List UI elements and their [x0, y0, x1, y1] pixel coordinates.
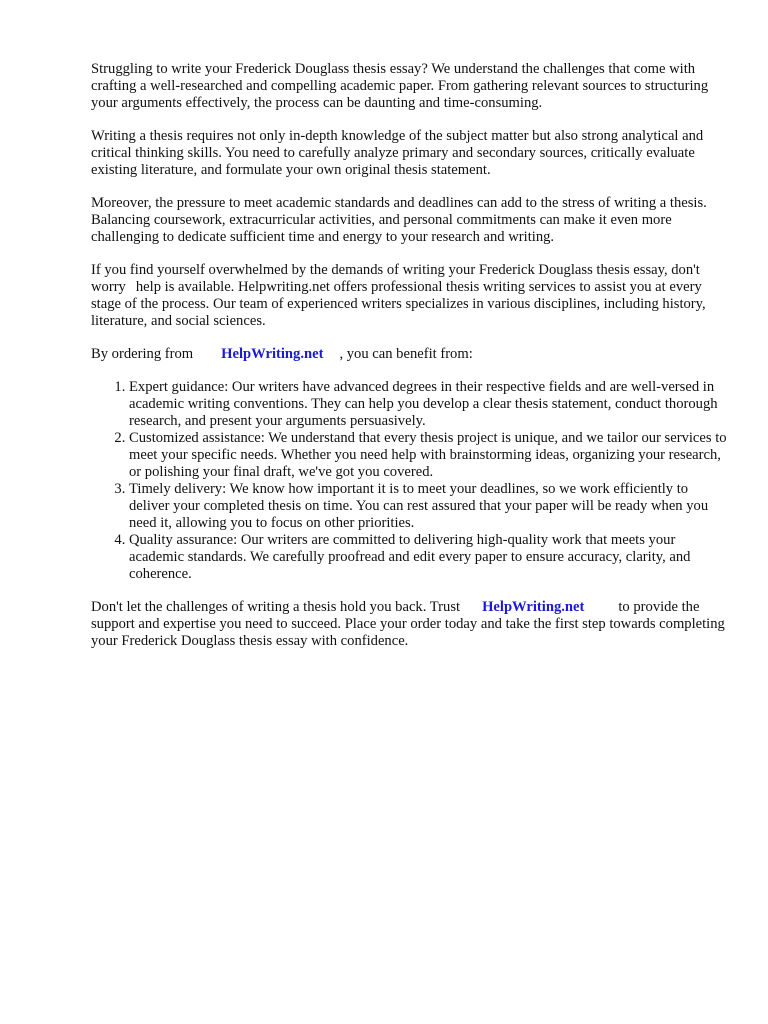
thesis-requirements-paragraph: Writing a thesis requires not only in-depth knowledge of the subject matter but also strong analytical and critical thinking skills. You need to carefully analyze primary and secondary sources, critically evaluate existing literature, and formulate your own original thesis statement.: [91, 128, 704, 178]
helpwriting-link[interactable]: HelpWriting.net: [482, 599, 585, 615]
list-item: 3. Timely delivery: We know how important it is to meet your deadlines, so we work efficiently to deliver your completed thesis on time. You can rest assured that your paper will be ready when you need it, allowing you to focus on other priorities.: [129, 481, 728, 532]
closing-paragraph: [91, 599, 728, 650]
overwhelmed-text-after: help is available. Helpwriting.net offers professional thesis writing services to assist you at every stage of the process. Our team of experienced writers specializes in various disciplines, including history, literature, and social sciences.: [91, 279, 706, 329]
list-item: 2. Customized assistance: We understand that every thesis project is unique, and we tailor our services to meet your specific needs. Whether you need help with brainstorming ideas, organizing your research, or polishing your final draft, we've got you covered.: [129, 430, 728, 481]
ordering-text-after: , you can benefit from:: [339, 346, 473, 362]
helpwriting-link[interactable]: HelpWriting.net: [221, 346, 324, 362]
ordering-text-before: By ordering from: [91, 346, 194, 362]
overwhelmed-text-before: If you find yourself overwhelmed by the demands of writing your Frederick Douglass thesis essay, don't worry: [91, 262, 700, 295]
pressure-paragraph: Moreover, the pressure to meet academic standards and deadlines can add to the stress of writing a thesis. Balancing coursework, extracurricular activities, and personal commitments can make it even more challenging to dedicate sufficient time and energy to your research and writing.: [91, 195, 707, 245]
closing-text-before: Don't let the challenges of writing a thesis hold you back. Trust: [91, 599, 461, 615]
benefits-list: [91, 379, 728, 583]
list-item: 4. Quality assurance: Our writers are committed to delivering high-quality work that meets your academic standards. We carefully proofread and edit every paper to ensure accuracy, clarity, and coherence.: [129, 532, 728, 583]
closing-text-after: to provide the support and expertise you need to succeed. Place your order today and take the first step towards completing your Frederick Douglass thesis essay with confidence.: [91, 599, 725, 649]
list-item: 1. Expert guidance: Our writers have advanced degrees in their respective fields and are well-versed in academic writing conventions. They can help you develop a clear thesis statement, conduct thorough research, and present your arguments persuasively.: [129, 379, 728, 430]
overwhelmed-paragraph: [91, 262, 728, 330]
ordering-paragraph: [91, 346, 728, 363]
intro-paragraph: Struggling to write your Frederick Douglass thesis essay? We understand the challenges that come with crafting a well-researched and compelling academic paper. From gathering relevant sources to structuring your arguments effectively, the process can be daunting and time-consuming.: [91, 61, 709, 111]
